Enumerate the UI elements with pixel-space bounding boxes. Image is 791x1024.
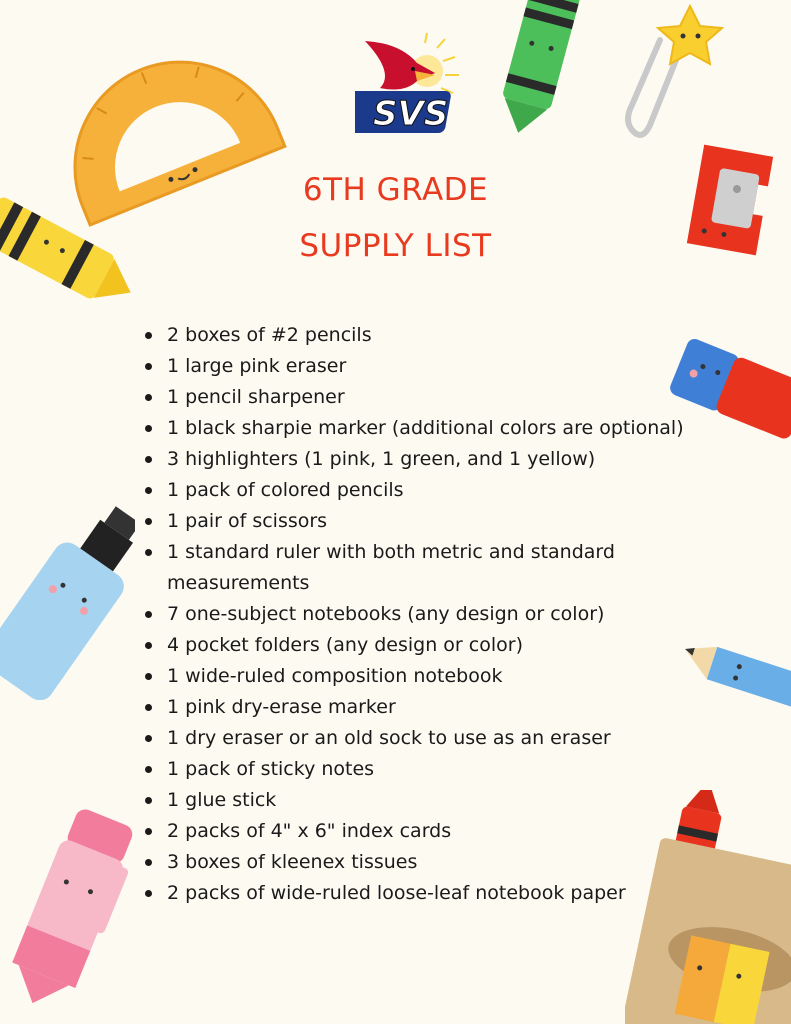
list-item: 1 large pink eraser bbox=[143, 351, 723, 382]
list-item: 7 one-subject notebooks (any design or color) bbox=[143, 599, 723, 630]
logo-text: SVS bbox=[373, 94, 449, 134]
school-logo bbox=[355, 33, 465, 138]
list-item: 1 black sharpie marker (additional colors are optional) bbox=[143, 413, 723, 444]
list-item: 2 packs of wide-ruled loose-leaf notebook paper bbox=[143, 878, 723, 909]
list-item: 2 boxes of #2 pencils bbox=[143, 320, 723, 351]
star-paperclip-icon bbox=[610, 0, 730, 145]
list-item: 1 pair of scissors bbox=[143, 506, 723, 537]
list-item: 3 boxes of kleenex tissues bbox=[143, 847, 723, 878]
pink-pen-icon bbox=[0, 805, 135, 1005]
supply-list bbox=[143, 320, 723, 909]
list-item: 1 standard ruler with both metric and standard measurements bbox=[143, 537, 723, 599]
list-item: 3 highlighters (1 pink, 1 green, and 1 yellow) bbox=[143, 444, 723, 475]
list-item: 1 pencil sharpener bbox=[143, 382, 723, 413]
page-title-line-1: 6TH GRADE bbox=[302, 172, 489, 208]
green-crayon-icon bbox=[485, 0, 585, 140]
blue-highlighter-icon bbox=[0, 505, 135, 700]
list-item: 4 pocket folders (any design or color) bbox=[143, 630, 723, 661]
list-item: 1 wide-ruled composition notebook bbox=[143, 661, 723, 692]
list-item: 1 pack of sticky notes bbox=[143, 754, 723, 785]
page-title-line-2: SUPPLY LIST bbox=[299, 228, 492, 264]
list-item: 1 dry eraser or an old sock to use as an eraser bbox=[143, 723, 723, 754]
list-item: 1 pack of colored pencils bbox=[143, 475, 723, 506]
list-item: 2 packs of 4" x 6" index cards bbox=[143, 816, 723, 847]
list-item: 1 pink dry-erase marker bbox=[143, 692, 723, 723]
list-item: 1 glue stick bbox=[143, 785, 723, 816]
